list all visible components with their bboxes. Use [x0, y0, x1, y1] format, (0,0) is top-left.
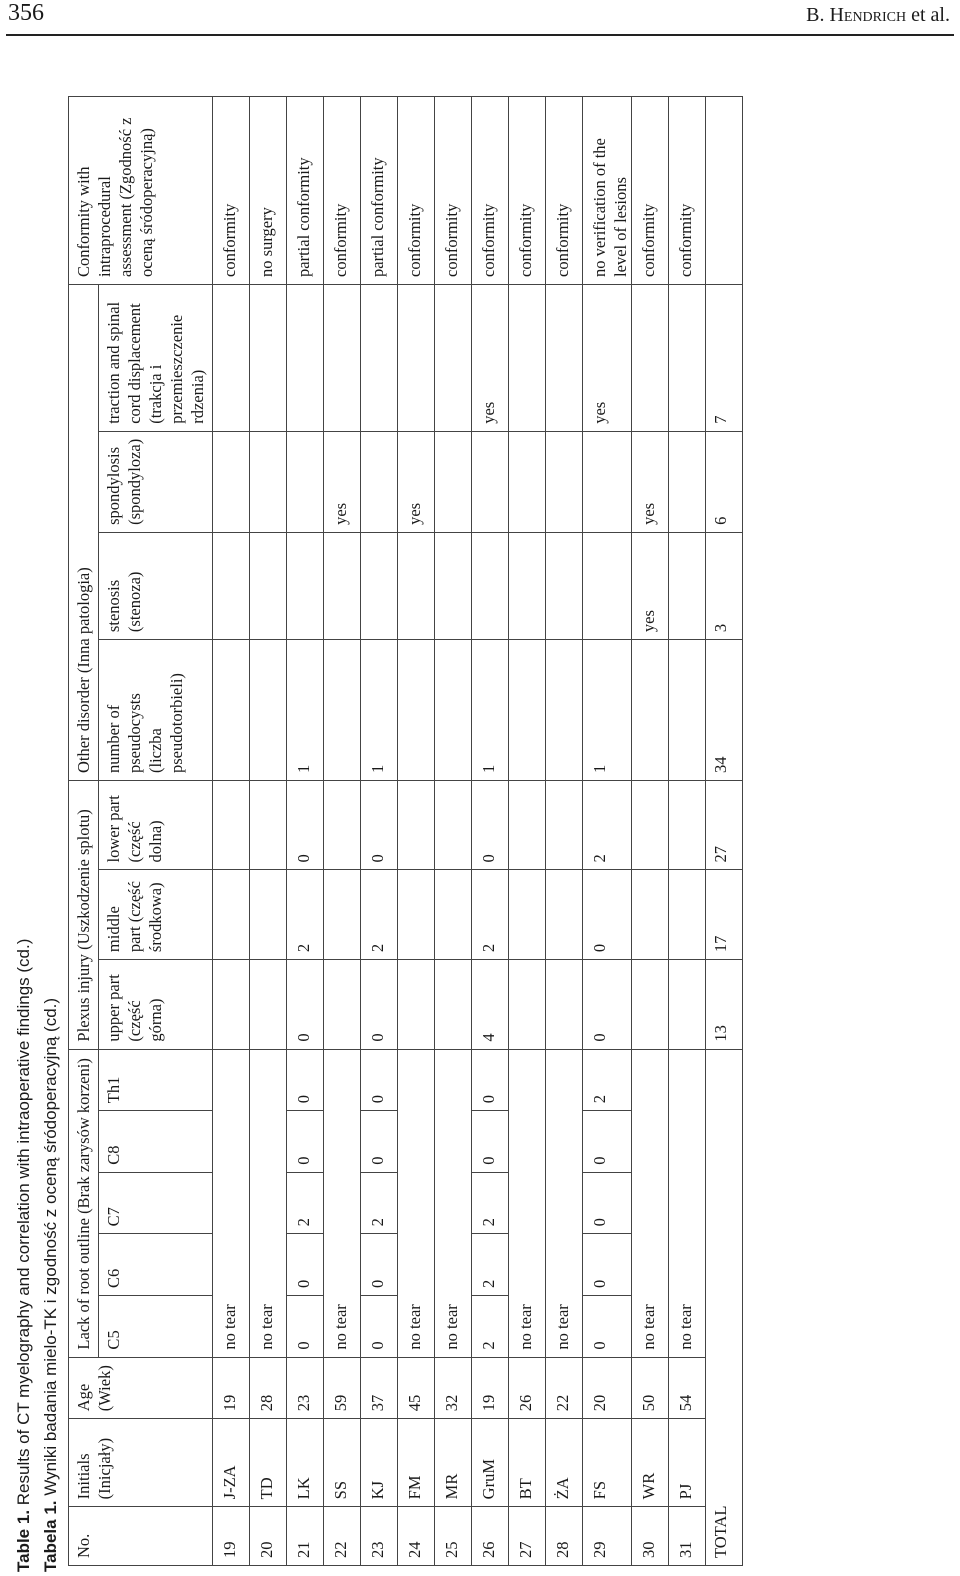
header-other-disorder: Other disorder (Inna patologia)	[69, 284, 99, 780]
cell-middle-part	[213, 870, 250, 960]
cell-traction	[632, 284, 669, 431]
cell-age: 26	[509, 1357, 546, 1419]
header-th1: Th1	[99, 1049, 213, 1111]
cell-initials: TD	[250, 1419, 287, 1507]
table-row	[472, 97, 509, 1566]
cell-upper-part: 0	[583, 960, 632, 1050]
cell-upper-part: 4	[472, 960, 509, 1050]
total-label: TOTAL	[706, 1049, 743, 1565]
cell-initials: FS	[583, 1419, 632, 1507]
cell-stenosis	[398, 532, 435, 639]
cell-upper-part: 0	[287, 960, 324, 1050]
cell-middle-part	[250, 870, 287, 960]
cell-age: 50	[632, 1357, 669, 1419]
caption-polish	[37, 939, 64, 1572]
cell-traction	[324, 284, 361, 431]
cell-c7: 0	[583, 1172, 632, 1234]
header-plexus-injury: Plexus injury (Uszkodzenie splotu)	[69, 781, 99, 1050]
total-stenosis: 3	[706, 532, 743, 639]
cell-lower-part	[213, 781, 250, 870]
cell-upper-part	[546, 960, 583, 1050]
cell-middle-part	[398, 870, 435, 960]
cell-traction	[398, 284, 435, 431]
cell-traction	[669, 284, 706, 431]
cell-c5: 0	[361, 1295, 398, 1357]
cell-lower-part	[324, 781, 361, 870]
cell-age: 37	[361, 1357, 398, 1419]
cell-conformity: conformity	[546, 97, 583, 285]
cell-spondylosis: yes	[324, 431, 361, 532]
cell-initials: WR	[632, 1419, 669, 1507]
cell-c5: 0	[287, 1295, 324, 1357]
cell-conformity: partial conformity	[287, 97, 324, 285]
cell-traction	[546, 284, 583, 431]
cell-pseudocysts: 1	[287, 640, 324, 781]
header-pseudocysts: number of pseudocysts (liczba pseudotorbieli)	[99, 640, 213, 781]
caption-english-label: Table 1.	[14, 1509, 33, 1572]
cell-pseudocysts	[213, 640, 250, 781]
cell-no: 23	[361, 1507, 398, 1566]
table-row	[435, 97, 472, 1566]
cell-pseudocysts	[435, 640, 472, 781]
cell-initials: MR	[435, 1419, 472, 1507]
caption-english-text: Results of CT myelography and correlation with intraoperative findings (cd.)	[14, 938, 33, 1510]
table-row	[632, 97, 669, 1566]
cell-stenosis	[669, 532, 706, 639]
total-pseudocysts: 34	[706, 640, 743, 781]
cell-lower-part	[669, 781, 706, 870]
table-row	[361, 97, 398, 1566]
total-conformity	[706, 97, 743, 285]
cell-stenosis	[472, 532, 509, 639]
total-row	[706, 97, 743, 1566]
running-head-suffix: et al.	[906, 4, 950, 26]
cell-upper-part	[250, 960, 287, 1050]
cell-c5: 0	[583, 1295, 632, 1357]
cell-middle-part	[669, 870, 706, 960]
cell-initials: ŻA	[546, 1419, 583, 1507]
cell-traction	[509, 284, 546, 431]
cell-no: 25	[435, 1507, 472, 1566]
cell-pseudocysts	[546, 640, 583, 781]
cell-stenosis	[324, 532, 361, 639]
cell-no: 20	[250, 1507, 287, 1566]
cell-conformity: conformity	[632, 97, 669, 285]
cell-age: 19	[472, 1357, 509, 1419]
cell-no-tear: no tear	[632, 1049, 669, 1357]
table-body	[69, 97, 743, 1566]
cell-spondylosis	[213, 431, 250, 532]
cell-no: 21	[287, 1507, 324, 1566]
cell-conformity: conformity	[509, 97, 546, 285]
cell-no-tear: no tear	[546, 1049, 583, 1357]
total-traction: 7	[706, 284, 743, 431]
cell-pseudocysts	[509, 640, 546, 781]
cell-conformity: no surgery	[250, 97, 287, 285]
cell-stenosis	[583, 532, 632, 639]
cell-stenosis	[435, 532, 472, 639]
total-upper-part: 13	[706, 960, 743, 1050]
cell-no-tear: no tear	[509, 1049, 546, 1357]
cell-stenosis	[250, 532, 287, 639]
cell-traction: yes	[583, 284, 632, 431]
cell-pseudocysts: 1	[583, 640, 632, 781]
rotated-table-panel	[8, 96, 838, 1572]
cell-spondylosis	[361, 431, 398, 532]
cell-conformity: conformity	[324, 97, 361, 285]
cell-no: 28	[546, 1507, 583, 1566]
cell-middle-part	[435, 870, 472, 960]
cell-upper-part	[324, 960, 361, 1050]
table-row	[398, 97, 435, 1566]
page-number: 356	[8, 0, 44, 26]
cell-lower-part	[632, 781, 669, 870]
cell-no: 29	[583, 1507, 632, 1566]
caption-polish-label: Tabela 1.	[41, 1500, 60, 1572]
cell-initials: FM	[398, 1419, 435, 1507]
total-spondylosis: 6	[706, 431, 743, 532]
cell-traction	[435, 284, 472, 431]
cell-c8: 0	[472, 1111, 509, 1173]
cell-age: 22	[546, 1357, 583, 1419]
cell-spondylosis: yes	[632, 431, 669, 532]
cell-c5: 2	[472, 1295, 509, 1357]
cell-spondylosis: yes	[398, 431, 435, 532]
header-middle-part: middle part (część środkowa)	[99, 870, 213, 960]
cell-th1: 2	[583, 1049, 632, 1111]
cell-no-tear: no tear	[250, 1049, 287, 1357]
cell-stenosis	[361, 532, 398, 639]
cell-c6: 0	[287, 1234, 324, 1296]
header-initials: Initials (Inicjały)	[69, 1419, 213, 1507]
cell-initials: J-ZA	[213, 1419, 250, 1507]
cell-initials: GruM	[472, 1419, 509, 1507]
cell-conformity: conformity	[213, 97, 250, 285]
cell-middle-part: 2	[361, 870, 398, 960]
cell-stenosis	[509, 532, 546, 639]
cell-c7: 2	[287, 1172, 324, 1234]
cell-pseudocysts	[250, 640, 287, 781]
total-middle-part: 17	[706, 870, 743, 960]
caption-polish-text: Wyniki badania mielo-TK i zgodność z oceną śródoperacyjną (cd.)	[41, 997, 60, 1501]
cell-traction	[361, 284, 398, 431]
cell-conformity: conformity	[398, 97, 435, 285]
table-row	[324, 97, 361, 1566]
header-row-sub	[99, 97, 213, 1566]
header-age: Age (Wiek)	[69, 1357, 213, 1419]
header-row-top	[69, 97, 99, 1566]
cell-c8: 0	[361, 1111, 398, 1173]
cell-c7: 2	[472, 1172, 509, 1234]
cell-age: 54	[669, 1357, 706, 1419]
cell-stenosis: yes	[632, 532, 669, 639]
header-c6: C6	[99, 1234, 213, 1296]
cell-stenosis	[546, 532, 583, 639]
cell-traction	[287, 284, 324, 431]
cell-no-tear: no tear	[324, 1049, 361, 1357]
cell-traction	[213, 284, 250, 431]
table-row	[509, 97, 546, 1566]
header-c8: C8	[99, 1111, 213, 1173]
results-table	[68, 96, 743, 1566]
cell-pseudocysts	[632, 640, 669, 781]
cell-age: 59	[324, 1357, 361, 1419]
cell-spondylosis	[669, 431, 706, 532]
cell-lower-part	[398, 781, 435, 870]
header-upper-part: upper part (część górna)	[99, 960, 213, 1050]
cell-pseudocysts: 1	[361, 640, 398, 781]
cell-c6: 2	[472, 1234, 509, 1296]
cell-conformity: partial conformity	[361, 97, 398, 285]
cell-upper-part	[435, 960, 472, 1050]
cell-middle-part	[324, 870, 361, 960]
cell-lower-part	[509, 781, 546, 870]
running-head-prefix: B.	[806, 4, 830, 26]
cell-middle-part	[509, 870, 546, 960]
cell-conformity: no verification of the level of lesions	[583, 97, 632, 285]
cell-upper-part: 0	[361, 960, 398, 1050]
cell-c7: 2	[361, 1172, 398, 1234]
cell-no-tear: no tear	[435, 1049, 472, 1357]
table-row	[546, 97, 583, 1566]
cell-conformity: conformity	[472, 97, 509, 285]
cell-no-tear: no tear	[213, 1049, 250, 1357]
cell-stenosis	[213, 532, 250, 639]
cell-no: 27	[509, 1507, 546, 1566]
cell-c6: 0	[583, 1234, 632, 1296]
cell-upper-part	[213, 960, 250, 1050]
cell-pseudocysts	[398, 640, 435, 781]
cell-spondylosis	[472, 431, 509, 532]
header-lower-part: lower part (część dolna)	[99, 781, 213, 870]
cell-pseudocysts	[669, 640, 706, 781]
caption-english	[10, 939, 37, 1572]
cell-no: 19	[213, 1507, 250, 1566]
table-row	[213, 97, 250, 1566]
cell-age: 45	[398, 1357, 435, 1419]
cell-lower-part	[435, 781, 472, 870]
cell-upper-part	[669, 960, 706, 1050]
table-row	[250, 97, 287, 1566]
cell-lower-part	[250, 781, 287, 870]
table-row	[287, 97, 324, 1566]
cell-th1: 0	[472, 1049, 509, 1111]
cell-no: 26	[472, 1507, 509, 1566]
cell-middle-part: 2	[287, 870, 324, 960]
header-rule	[6, 34, 954, 36]
cell-initials: PJ	[669, 1419, 706, 1507]
cell-age: 19	[213, 1357, 250, 1419]
cell-age: 20	[583, 1357, 632, 1419]
cell-middle-part: 0	[583, 870, 632, 960]
cell-conformity: conformity	[435, 97, 472, 285]
cell-age: 23	[287, 1357, 324, 1419]
cell-initials: LK	[287, 1419, 324, 1507]
cell-c6: 0	[361, 1234, 398, 1296]
header-spondylosis: spondylosis (spondyloza)	[99, 431, 213, 532]
cell-middle-part: 2	[472, 870, 509, 960]
cell-middle-part	[632, 870, 669, 960]
cell-no: 30	[632, 1507, 669, 1566]
header-traction: traction and spinal cord displacement (trakcja i przemieszczenie rdzenia)	[99, 284, 213, 431]
header-no: No.	[69, 1507, 213, 1566]
header-c7: C7	[99, 1172, 213, 1234]
cell-spondylosis	[435, 431, 472, 532]
cell-conformity: conformity	[669, 97, 706, 285]
cell-initials: KJ	[361, 1419, 398, 1507]
cell-spondylosis	[583, 431, 632, 532]
cell-spondylosis	[250, 431, 287, 532]
cell-upper-part	[632, 960, 669, 1050]
running-head	[806, 4, 950, 27]
cell-th1: 0	[361, 1049, 398, 1111]
header-lack-of-root-outline: Lack of root outline (Brak zarysów korzeni)	[69, 1049, 99, 1357]
header-stenosis: stenosis (stenoza)	[99, 532, 213, 639]
cell-spondylosis	[287, 431, 324, 532]
table-captions	[10, 939, 64, 1572]
cell-lower-part: 0	[287, 781, 324, 870]
header-c5: C5	[99, 1295, 213, 1357]
cell-c8: 0	[287, 1111, 324, 1173]
cell-pseudocysts	[324, 640, 361, 781]
table-row	[583, 97, 632, 1566]
cell-lower-part: 0	[361, 781, 398, 870]
cell-traction: yes	[472, 284, 509, 431]
cell-middle-part	[546, 870, 583, 960]
total-lower-part: 27	[706, 781, 743, 870]
cell-no: 24	[398, 1507, 435, 1566]
cell-pseudocysts: 1	[472, 640, 509, 781]
cell-no-tear: no tear	[669, 1049, 706, 1357]
cell-initials: SS	[324, 1419, 361, 1507]
cell-stenosis	[287, 532, 324, 639]
cell-initials: BT	[509, 1419, 546, 1507]
cell-no: 31	[669, 1507, 706, 1566]
header-conformity: Conformity with intraprocedural assessment (Zgodność z oceną śródoperacyjną)	[69, 97, 213, 285]
table-row	[669, 97, 706, 1566]
cell-th1: 0	[287, 1049, 324, 1111]
cell-upper-part	[509, 960, 546, 1050]
cell-no-tear: no tear	[398, 1049, 435, 1357]
cell-spondylosis	[509, 431, 546, 532]
running-head-author: Hendrich	[829, 4, 907, 26]
cell-traction	[250, 284, 287, 431]
cell-lower-part: 0	[472, 781, 509, 870]
cell-age: 28	[250, 1357, 287, 1419]
cell-age: 32	[435, 1357, 472, 1419]
cell-lower-part	[546, 781, 583, 870]
cell-upper-part	[398, 960, 435, 1050]
cell-no: 22	[324, 1507, 361, 1566]
cell-lower-part: 2	[583, 781, 632, 870]
cell-c8: 0	[583, 1111, 632, 1173]
cell-spondylosis	[546, 431, 583, 532]
